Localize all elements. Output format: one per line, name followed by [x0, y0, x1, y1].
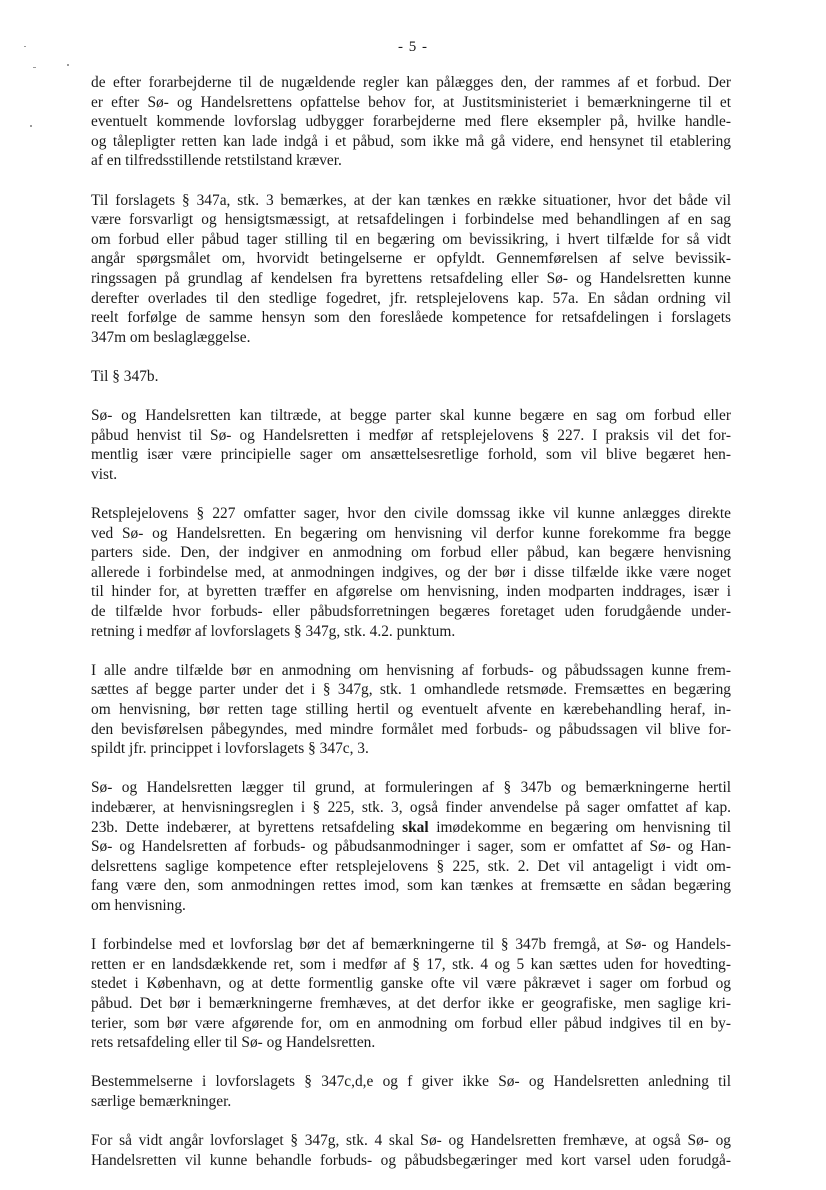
text-line: de tilfælde hvor forbuds- eller påbudsforretningen begæres foretaget uden forudgående under- [91, 603, 731, 621]
page-number: - 5 - [398, 39, 428, 55]
text-line: om henvisning, bør retten tage stilling hertil og eventuelt afvente en kærebehandling heraf, in- [91, 701, 731, 718]
text-line: eventuelt kommende lovforslag udbygger forarbejderne med flere eksempler på, hvilke handle- [91, 113, 731, 131]
text-line: reelt forfølge de samme hensyn som den foreslåede kompetence for retsafdelingen i forslagets [91, 309, 731, 327]
paragraph [91, 191, 731, 348]
text-line: derefter overlades til den stedlige fogedret, jfr. retsplejelovens kap. 57a. En sådan ordning vil [91, 289, 731, 307]
text-line: 23b. Dette indebærer, at byrettens retsafdeling skal imødekomme en begæring om henvisning til [91, 818, 731, 836]
text-line: de efter forarbejderne til de nugældende regler kan pålægges den, der rammes af et forbud. Der [91, 74, 731, 91]
text-line: være forsvarligt og hensigtsmæssigt, at retsafdelingen i forbindelse med behandlingen af en sag [91, 211, 731, 229]
text-line: om forbud eller påbud tager stilling til en begæring om bevissikring, i hvert tilfælde for så vidt [91, 230, 731, 248]
text-line: til hinder for, at byretten træffer en afgørelse om henvisning, inden modparten inddrages, især i [91, 583, 731, 601]
paragraph [91, 367, 731, 387]
paragraph [91, 778, 731, 915]
text-line: indebærer, at henvisningsreglen i § 225, stk. 3, også finder anvendelse på sager omfattet af kap. [91, 798, 731, 816]
document-body [91, 73, 731, 1190]
text-line: Handelsretten vil kunne behandle forbuds- og påbudsbegæringer med kort varsel uden forudgå- [91, 1151, 731, 1169]
text-line: I alle andre tilfælde bør en anmodning om henvisning af forbuds- og påbudssagen kunne frem- [91, 661, 731, 679]
text-line: påbud henvist til Sø- og Handelsretten i medfør af retsplejelovens § 227. I praksis vil det for- [91, 426, 731, 444]
text-line: Retsplejelovens § 227 omfatter sager, hvor den civile domssag ikke vil kunne anlægges direkte [91, 505, 731, 523]
text-line: Til forslagets § 347a, stk. 3 bemærkes, at der kan tænkes en række situationer, hvor det både vil [91, 191, 731, 209]
text-line: af en tilfredsstillende retstilstand kræver. [91, 152, 342, 170]
text-line: ved Sø- og Handelsretten. En begæring om henvisning vil derfor kunne forekomme fra begge [91, 524, 731, 542]
text-line: er efter Sø- og Handelsrettens opfattelse behov for, at Justitsministeriet i bemærkningerne til et [91, 93, 731, 111]
text-line: allerede i forbindelse med, at anmodningen indgives, og der bør i disse tilfælde ikke være noget [91, 563, 731, 581]
text-line: rets retsafdeling eller til Sø- og Handelsretten. [91, 1034, 376, 1052]
scan-speck [30, 125, 32, 127]
paragraph [91, 1131, 731, 1170]
paragraph [91, 935, 731, 1053]
text-line: Bestemmelserne i lovforslagets § 347c,d,e og f giver ikke Sø- og Handelsretten anledning til [91, 1073, 731, 1091]
paragraph [91, 73, 731, 171]
text-line: Sø- og Handelsretten af forbuds- og påbudsanmodninger i sager, som er omfattet af Sø- og Han- [91, 838, 731, 856]
text-line: særlige bemærkninger. [91, 1092, 232, 1110]
text-line: Sø- og Handelsretten kan tiltræde, at begge parter skal kunne begære en sag om forbud eller [91, 407, 731, 425]
paragraph [91, 406, 731, 484]
text-line: retten er en landsdækkende ret, som i medfør af § 17, stk. 4 og 5 kan sættes uden for hovedting- [91, 955, 731, 973]
text-line: retning i medfør af lovforslagets § 347g, stk. 4.2. punktum. [91, 622, 456, 640]
text-line: I forbindelse med et lovforslag bør det af bemærkningerne til § 347b fremgå, at Sø- og Handels- [91, 936, 731, 954]
scan-speck [67, 64, 69, 66]
text-line: spildt jfr. princippet i lovforslagets § 347c, 3. [91, 740, 369, 758]
text-line: For så vidt angår lovforslaget § 347g, stk. 4 skal Sø- og Handelsretten fremhæve, at også Sø- og [91, 1132, 731, 1150]
text-line: angår spørgsmålet om, hvorvidt betingelserne er opfyldt. Gennemførelsen af selve bevissik- [91, 250, 731, 268]
text-line: delsrettens saglige kompetence efter retsplejelovens § 225, stk. 2. Det vil antageligt i vidt om- [91, 857, 731, 875]
paragraph [91, 661, 731, 759]
text-line: om henvisning. [91, 896, 186, 914]
text-line: påbud. Det bør i bemærkningerne fremhæves, at det derfor ikke er geografiske, men saglige kri- [91, 994, 731, 1012]
text-line: 347m om beslaglæggelse. [91, 328, 251, 346]
text-line: sættes af begge parter under det i § 347g, stk. 1 omhandlede retsmøde. Fremsættes en begæring [91, 681, 731, 699]
text-line: stedet i København, og at dette formentlig ganske ofte vil være påkrævet i sager om forbud og [91, 975, 731, 993]
text-line: den bevisførelsen påbegyndes, med mindre formålet med forbuds- og påbudssagen vil blive for- [91, 720, 731, 738]
text-line: mentlig især være principielle sager om ansættelsesretlige forhold, som vil blive begæret hen- [91, 446, 731, 464]
text-line: Sø- og Handelsretten lægger til grund, at formuleringen af § 347b og bemærkningerne hertil [91, 779, 731, 797]
paragraph [91, 504, 731, 641]
text-line: terier, som bør være afgørende for, om en anmodning om forbud eller påbud indgives til en by- [91, 1014, 731, 1032]
text-line: ringssagen på grundlag af kendelsen fra byrettens retsafdeling eller Sø- og Handelsretten kunne [91, 269, 731, 287]
text-line: vist. [91, 465, 118, 483]
text-line: parters side. Den, der indgiver en anmodning om forbud eller påbud, kan begære henvisning [91, 544, 731, 562]
text-line: og tålepligter retten kan lade indgå i et påbud, som ikke må gå videre, end hensynet til etablering [91, 132, 731, 150]
scan-speck [33, 67, 36, 68]
text-line: fang være den, som anmodningen rettes imod, som kan tænkes at fremsætte en sådan begæring [91, 877, 731, 895]
text-line: Til § 347b. [91, 367, 159, 385]
paragraph [91, 1072, 731, 1111]
